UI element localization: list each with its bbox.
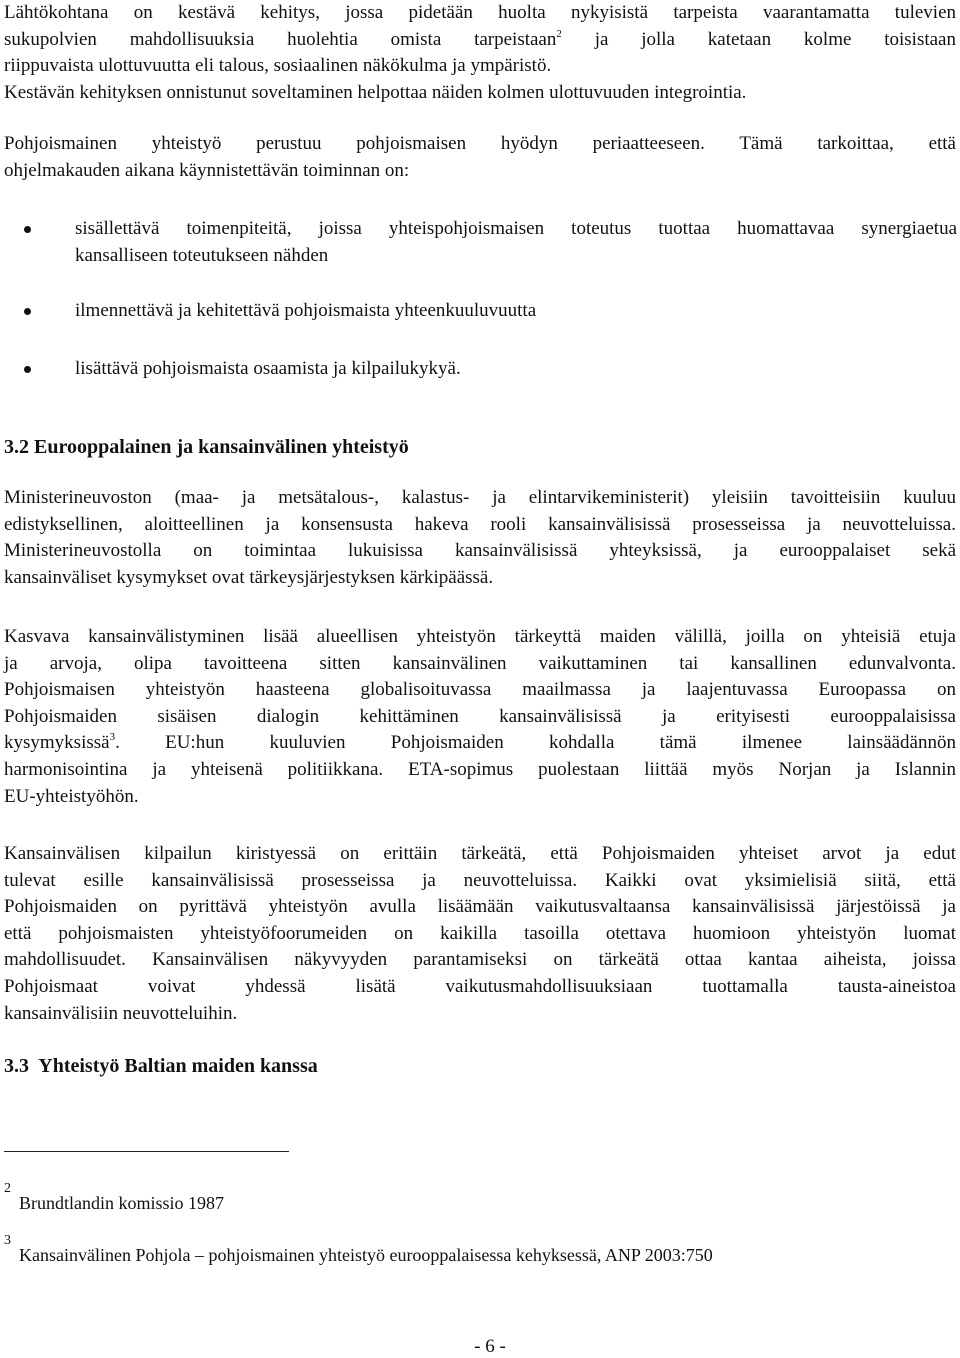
text-line: lisättävä pohjoismaista osaamista ja kilpailukykyä. xyxy=(75,358,461,379)
text-line xyxy=(4,730,956,757)
footnote-number: 3 xyxy=(4,1233,11,1248)
text-span: sukupolvien mahdollisuuksia huolehtia omista tarpeistaan xyxy=(4,28,557,50)
footnote-text: Brundtlandin komissio 1987 xyxy=(19,1193,225,1213)
list-item-text xyxy=(75,216,957,269)
paragraph-sustainable-development xyxy=(4,0,956,106)
text-span: . EU:hun kuuluvien Pohjoismaiden kohdalla tämä ilmenee lainsäädännön xyxy=(115,732,956,754)
paragraph-council-goals xyxy=(4,485,956,591)
text-line: EU-yhteistyöhön. xyxy=(4,785,139,807)
text-line: mahdollisuudet. Kansainvälisen näkyvyyden parantamiseksi on tärkeätä ottaa kantaa aiheista, joissa xyxy=(4,949,956,971)
text-line: Kestävän kehityksen onnistunut soveltaminen helpottaa näiden kolmen ulottuvuuden integrointia. xyxy=(4,81,747,103)
text-line: Kasvava kansainvälistyminen lisää alueellisen yhteistyön tärkeyttä maiden välillä, joilla on yhteisiä etuja xyxy=(4,626,956,647)
bullet-icon xyxy=(24,308,31,315)
text-line: harmonisointina ja yhteisenä politiikkana. ETA-sopimus puolestaan liittää myös Norjan ja Islannin xyxy=(4,758,956,780)
text-line: riippuvaista ulottuvuutta eli talous, sosiaalinen näkökulma ja ympäristö. xyxy=(4,55,552,77)
text-line: tulevat esille kansainvälisissä prosesseissa ja neuvotteluissa. Kaikki ovat yksimielisiä siitä, että xyxy=(4,869,956,891)
footnote-text: Kansainvälinen Pohjola – pohjoismainen yhteistyö eurooppalaisessa kehyksessä, ANP 2003:750 xyxy=(19,1245,713,1265)
footnote-divider xyxy=(4,1151,289,1152)
text-line: kansalliseen toteutukseen nähden xyxy=(75,244,329,266)
section-heading: 3.2 Eurooppalainen ja kansainvälinen yhteistyö xyxy=(4,436,409,458)
text-line: ja arvoja, olipa tavoitteena sitten kansainvälinen vaikuttaminen tai kansallinen edunvalvonta. xyxy=(4,652,956,674)
text-line xyxy=(4,27,956,54)
footnote-number: 2 xyxy=(4,1181,11,1196)
text-line: sisällettävä toimenpiteitä, joissa yhteispohjoismaisen toteutus tuottaa huomattavaa synergiaetua xyxy=(75,218,957,239)
text-line: Ministerineuvoston (maa- ja metsätalous-, kalastus- ja elintarvikeministerit) yleisiin tavoitteisiin kuuluu xyxy=(4,487,956,508)
text-line: Pohjoismaiden sisäisen dialogin kehittäminen kansainvälisissä ja erityisesti eurooppalaisissa xyxy=(4,705,956,727)
paragraph-international-competition xyxy=(4,841,956,1027)
list-item-text xyxy=(75,356,957,383)
text-span: ja jolla katetaan kolme toisistaan xyxy=(561,28,956,50)
page-number: - 6 - xyxy=(474,1336,506,1357)
text-line: ohjelmakauden aikana käynnistettävän toiminnan on: xyxy=(4,159,410,181)
text-line: Kansainvälisen kilpailun kiristyessä on erittäin tärkeätä, että Pohjoismaiden yhteiset arvot ja edut xyxy=(4,843,956,864)
text-line: kansainvälisiin neuvotteluihin. xyxy=(4,1002,238,1024)
text-line: että pohjoismaisten yhteistyöfoorumeiden on kaikilla tasoilla otettava huomioon yhteistyön luomat xyxy=(4,922,956,944)
text-span: kysymyksissä xyxy=(4,732,110,754)
bullet-icon xyxy=(24,226,31,233)
text-line: edistyksellinen, aloitteellinen ja konsensusta hakeva rooli kansainvälisissä prosesseissa ja neuvotteluissa. xyxy=(4,513,956,535)
text-line: Pohjoismainen yhteistyö perustuu pohjoismaisen hyödyn periaatteeseen. Tämä tarkoittaa, että xyxy=(4,133,956,154)
text-line: kansainväliset kysymykset ovat tärkeysjärjestyksen kärkipäässä. xyxy=(4,566,494,588)
text-line: ilmennettävä ja kehitettävä pohjoismaista yhteenkuuluvuutta xyxy=(75,300,537,321)
paragraph-nordic-benefit xyxy=(4,131,956,184)
text-line: Pohjoismaisen yhteistyön haasteena globalisoituvassa maailmassa ja laajentuvassa Euroopassa on xyxy=(4,679,956,701)
text-line: Pohjoismaat voivat yhdessä lisätä vaikutusmahdollisuuksiaan tuottamalla tausta-aineistoa xyxy=(4,975,956,997)
text-line: Lähtökohtana on kestävä kehitys, jossa pidetään huolta nykyisistä tarpeista vaarantamatta tulevien xyxy=(4,2,956,23)
bullet-icon xyxy=(24,366,31,373)
list-item-text xyxy=(75,298,957,325)
section-heading: 3.3 Yhteistyö Baltian maiden kanssa xyxy=(4,1055,318,1077)
paragraph-internationalisation xyxy=(4,624,956,810)
footnote-ref: 3 xyxy=(109,731,116,744)
footnote-ref: 2 xyxy=(556,27,562,40)
text-line: Pohjoismaiden on pyrittävä yhteistyön avulla lisäämään vaikutusvaltaansa kansainvälisissä järjestöissä ja xyxy=(4,896,956,918)
text-line: Ministerineuvostolla on toimintaa lukuisissa kansainvälisissä yhteyksissä, ja eurooppalaiset sekä xyxy=(4,540,956,562)
